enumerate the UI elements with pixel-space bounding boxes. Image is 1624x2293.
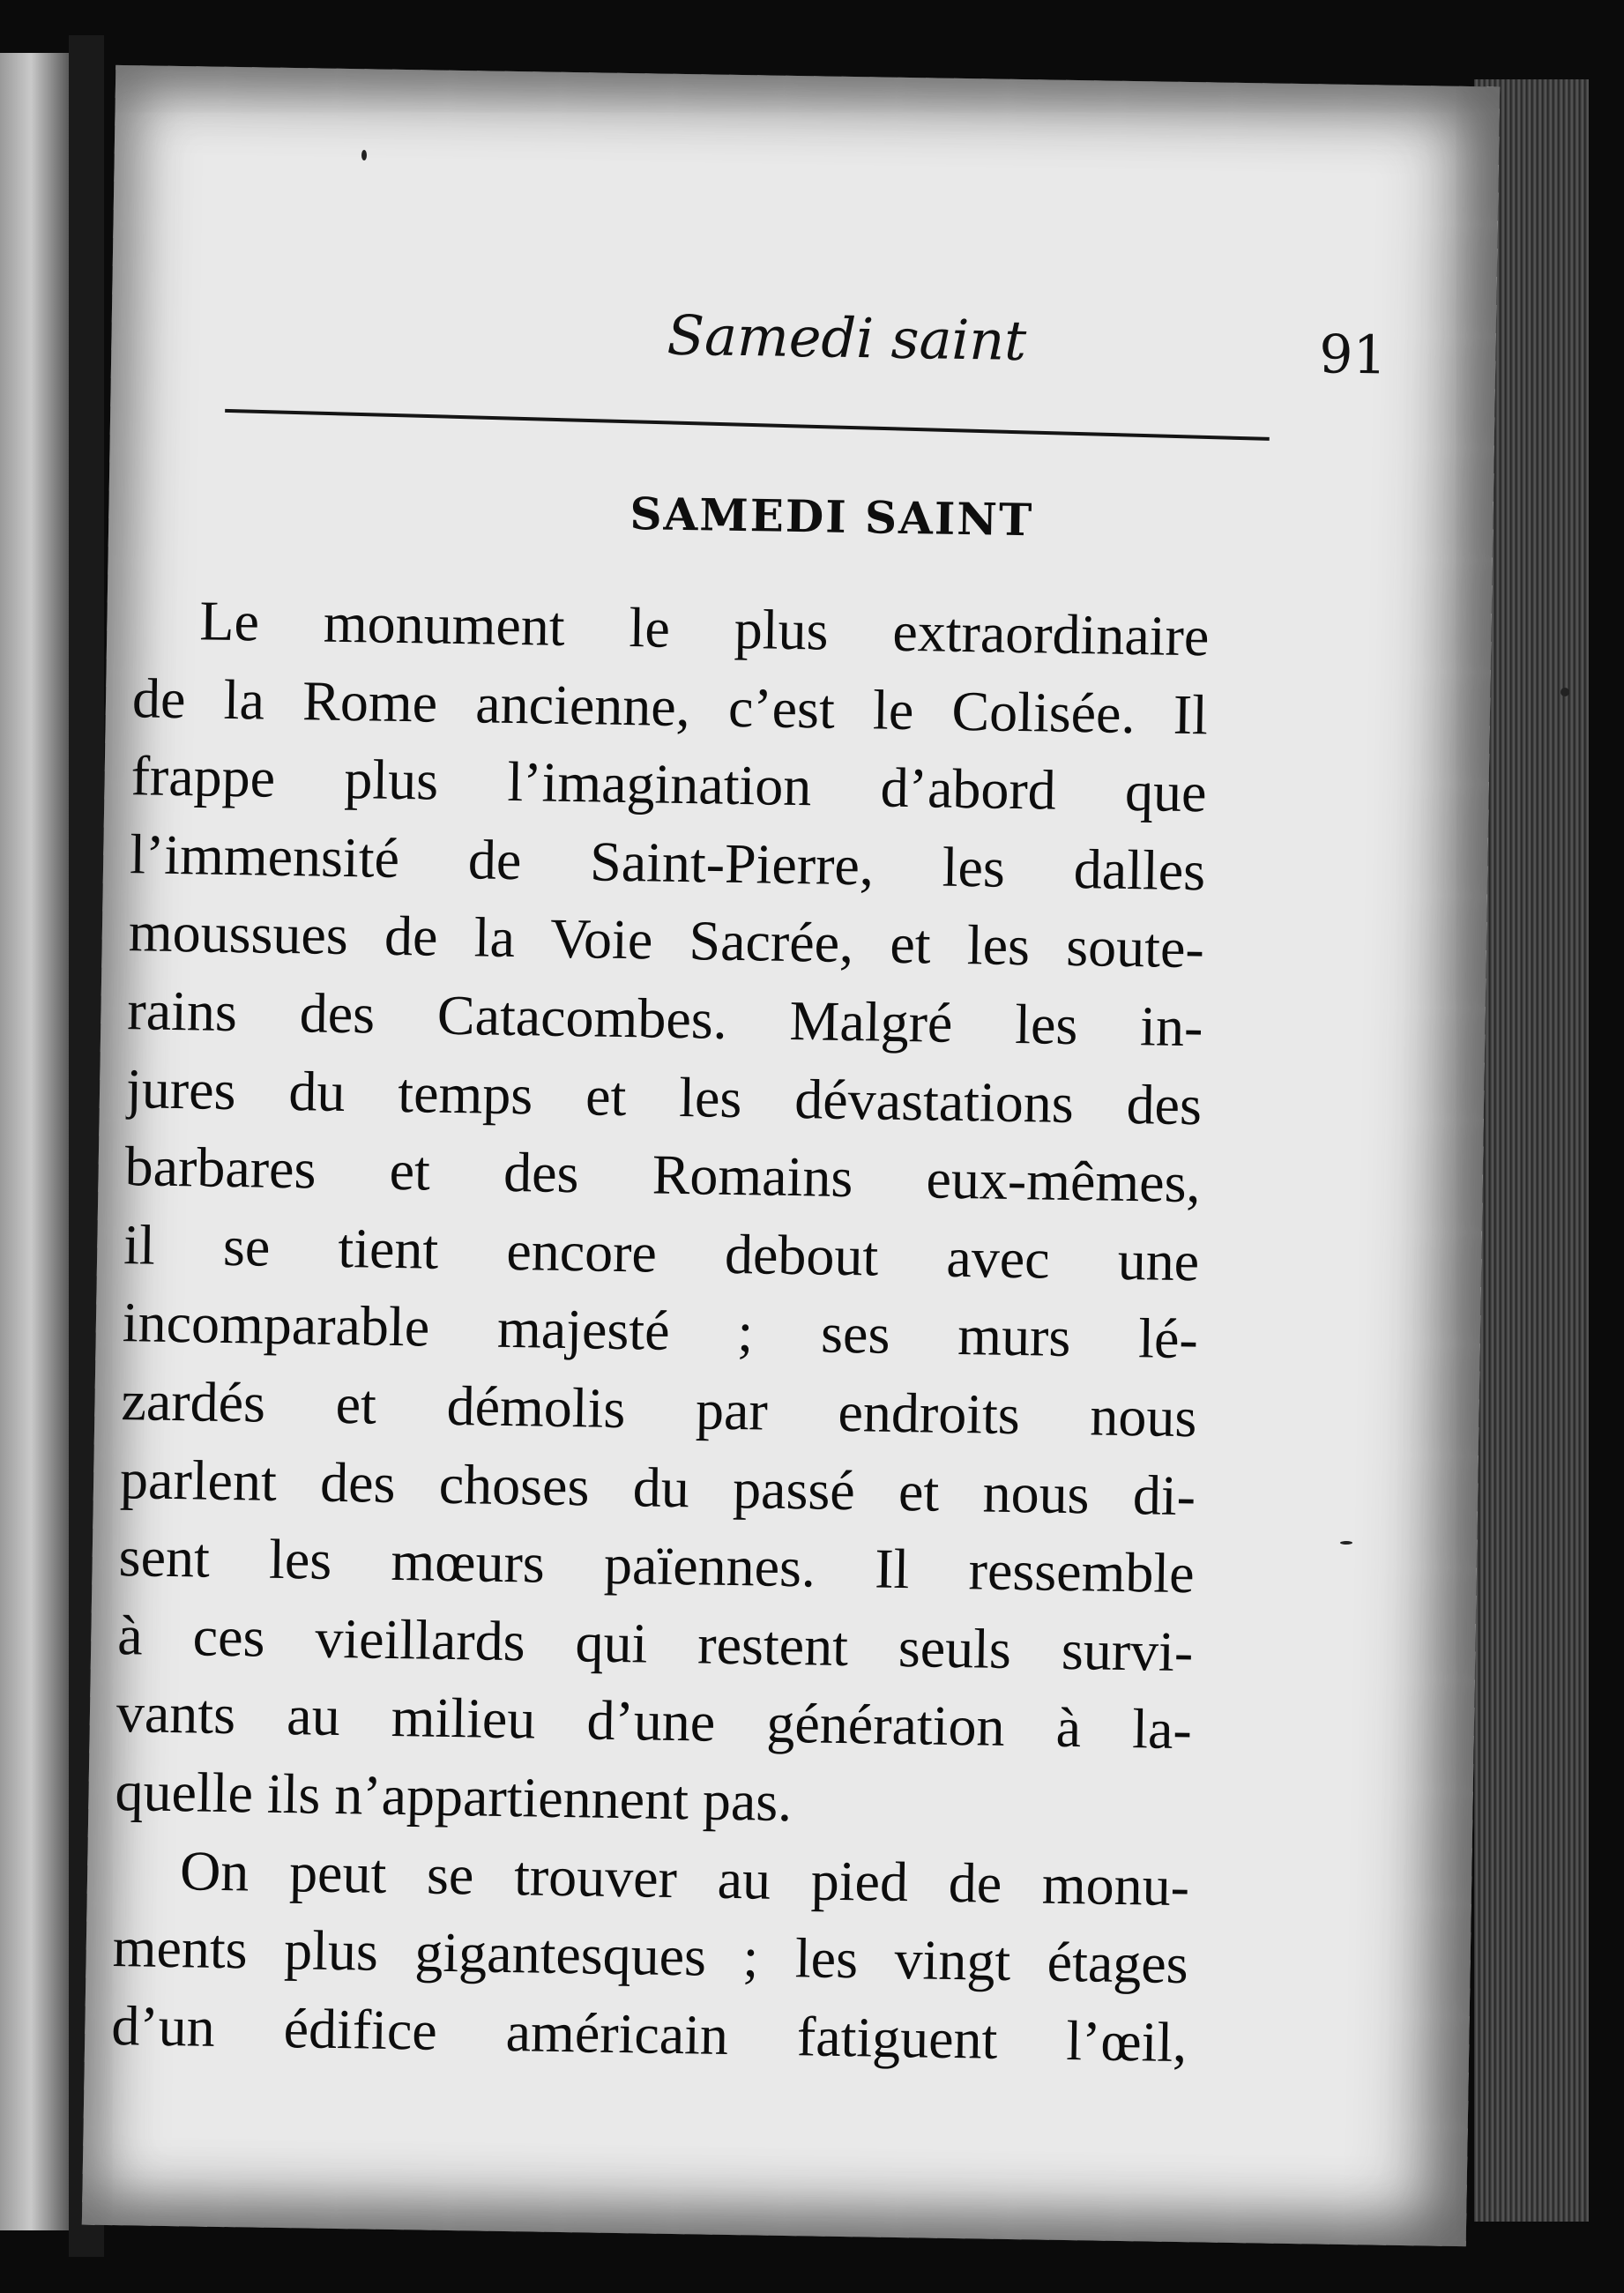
scan-speck xyxy=(1340,1541,1352,1545)
text-line: barbares et des Romains eux-mêmes, xyxy=(124,1135,1202,1215)
page-number: 91 xyxy=(1318,324,1388,387)
scan-speck xyxy=(1561,688,1569,696)
text-line: il se tient encore debout avec une xyxy=(123,1212,1200,1293)
text-line: d’un édifice américain fatiguent l’œil, xyxy=(110,1993,1188,2073)
book-page xyxy=(82,65,1500,2246)
previous-page-edge xyxy=(0,53,69,2230)
body-text xyxy=(111,581,1210,2081)
text-line: parlent des choses du passé et nous di- xyxy=(119,1447,1196,1527)
text-line: rains des Catacombes. Malgré les in- xyxy=(126,979,1203,1059)
section-title: SAMEDI SAINT xyxy=(629,488,1034,547)
text-line: l’immensité de Saint-Pierre, les dalles xyxy=(129,822,1206,903)
text-line: à ces vieillards qui restent seuls survi- xyxy=(116,1603,1194,1683)
text-line: vants au milieu d’une génération à la- xyxy=(115,1681,1193,1761)
text-line: Le monument le plus extraordinaire xyxy=(198,589,1210,668)
paragraph-2 xyxy=(111,1831,1190,2082)
text-line: jures du temps et les dévastations des xyxy=(125,1056,1203,1136)
text-line: moussues de la Voie Sacrée, et les soute- xyxy=(128,900,1205,980)
text-line: zardés et démolis par endroits nous xyxy=(120,1369,1197,1449)
paragraph-1 xyxy=(115,581,1210,1847)
text-line: frappe plus l’imagination d’abord que xyxy=(130,744,1208,824)
text-line: quelle ils n’appartiennent pas. xyxy=(115,1759,793,1834)
text-line: de la Rome ancienne, c’est le Colisée. Il xyxy=(131,666,1209,746)
text-line: On peut se trouver au pied de monu- xyxy=(179,1838,1190,1917)
running-header xyxy=(225,296,1388,420)
scan-speck xyxy=(361,150,367,160)
running-title: Samedi saint xyxy=(667,302,1027,374)
text-line: incomparable majesté ; ses murs lé- xyxy=(122,1291,1199,1371)
text-line: sent les mœurs païennes. Il ressemble xyxy=(118,1525,1196,1605)
text-line: ments plus gigantesques ; les vingt étages xyxy=(112,1916,1189,1996)
